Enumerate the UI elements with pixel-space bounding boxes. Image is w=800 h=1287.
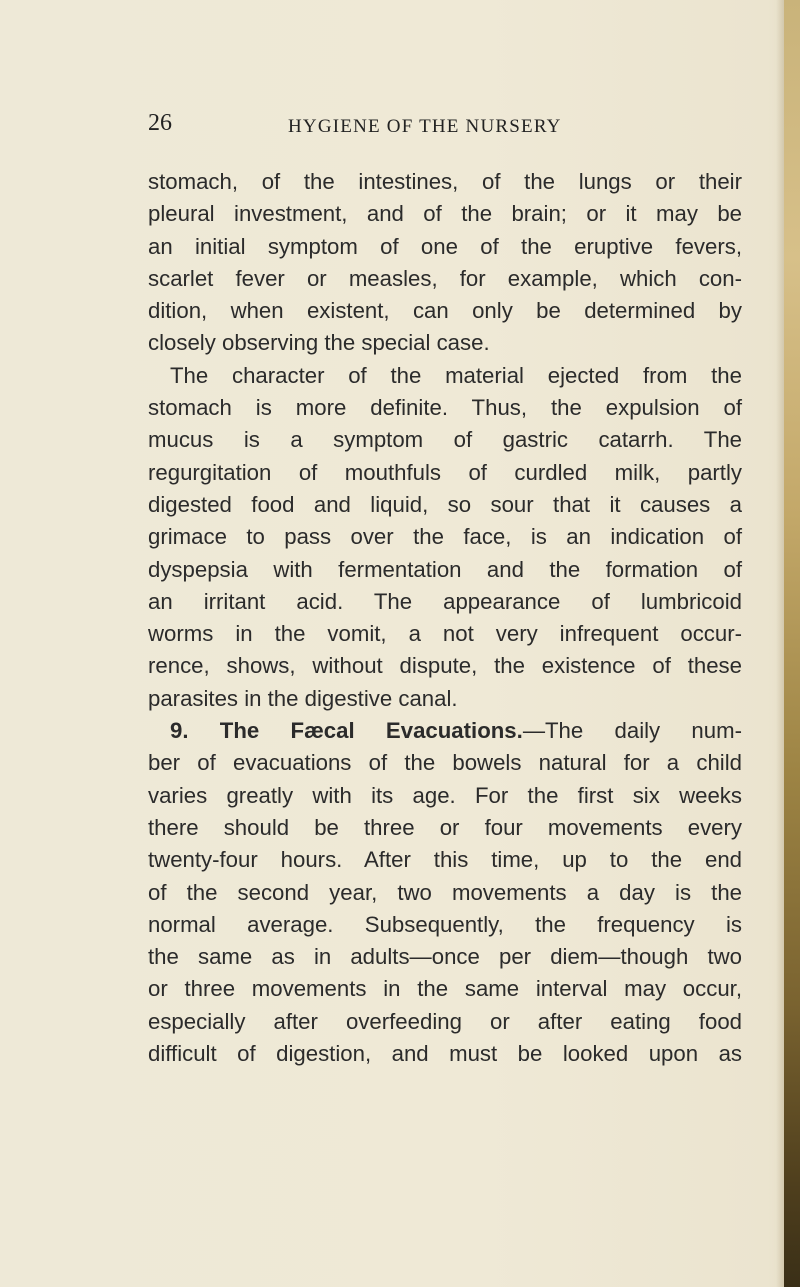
text-line: rence, shows, without dispute, the existence of these	[148, 653, 742, 679]
text-line: The character of the material ejected from the	[170, 362, 742, 388]
text-line: pleural investment, and of the brain; or it may be	[148, 201, 742, 227]
page-number: 26	[148, 110, 172, 136]
section-heading: 9. The Fæcal Evacuations.	[170, 718, 523, 744]
text-line: scarlet fever or measles, for example, which con-	[148, 265, 742, 291]
text-line: an irritant acid. The appearance of lumbricoid	[148, 588, 742, 614]
text-line: worms in the vomit, a not very infrequent occur-	[148, 621, 742, 647]
text-line: mucus is a symptom of gastric catarrh. The	[148, 427, 742, 453]
section-heading-line	[148, 715, 742, 747]
text-line: grimace to pass over the face, is an indication of	[148, 524, 742, 550]
text-line: or three movements in the same interval may occur,	[148, 976, 742, 1002]
text-line: regurgitation of mouthfuls of curdled milk, partly	[148, 459, 742, 485]
text-line: closely observing the special case.	[148, 330, 490, 356]
text-line: stomach, of the intestines, of the lungs or their	[148, 169, 742, 194]
text-line: there should be three or four movements every	[148, 814, 742, 840]
text-line: the same as in adults—once per diem—though two	[148, 944, 742, 970]
text-line: varies greatly with its age. For the first six weeks	[148, 782, 742, 808]
body-text	[148, 166, 742, 1070]
text-line: an initial symptom of one of the eruptive fevers,	[148, 233, 742, 259]
text-line: dyspepsia with fermentation and the formation of	[148, 556, 742, 582]
text-line: stomach is more definite. Thus, the expulsion of	[148, 395, 742, 421]
page-edge-shadow	[776, 0, 784, 1287]
text-line: ber of evacuations of the bowels natural for a child	[148, 750, 742, 776]
running-head-title: HYGIENE OF THE NURSERY	[288, 116, 562, 137]
text-line: difficult of digestion, and must be looked upon as	[148, 1041, 742, 1067]
text-line: dition, when existent, can only be determined by	[148, 298, 742, 324]
running-head	[148, 110, 738, 144]
text-line: normal average. Subsequently, the frequency is	[148, 911, 742, 937]
text-line: of the second year, two movements a day is the	[148, 879, 742, 905]
text-line: especially after overfeeding or after eating food	[148, 1008, 742, 1034]
text-line: digested food and liquid, so sour that it causes a	[148, 491, 742, 517]
text-line: parasites in the digestive canal.	[148, 685, 458, 711]
book-edge	[784, 0, 800, 1287]
text-line: twenty-four hours. After this time, up to the end	[148, 847, 742, 873]
section-heading-continuation: —The daily num-	[522, 718, 742, 744]
